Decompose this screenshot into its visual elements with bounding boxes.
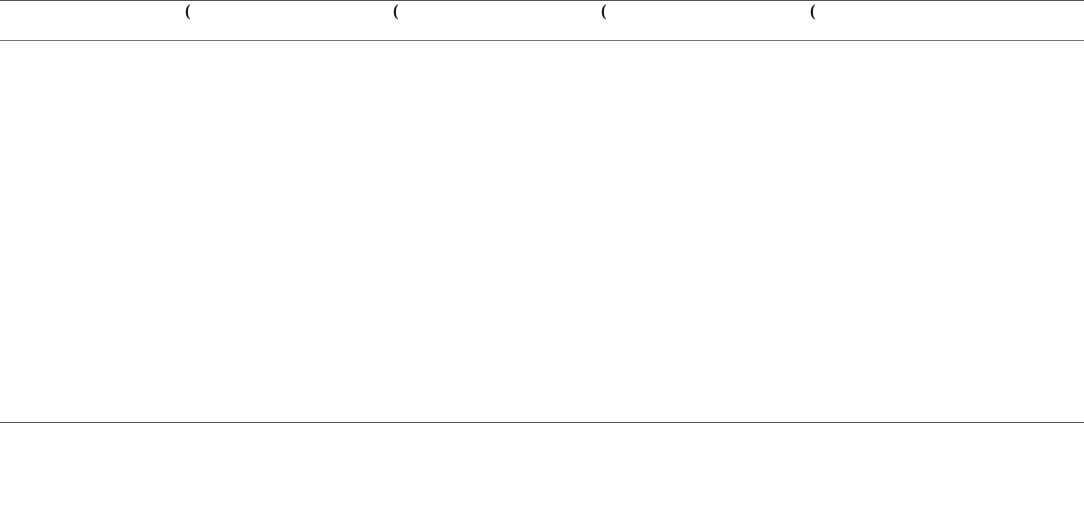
header-group-c: ( (601, 1, 607, 20)
header-rule (0, 40, 1084, 41)
table-header (0, 0, 1084, 40)
header-group-b: ( (393, 1, 399, 20)
header-group-d: ( (810, 1, 816, 20)
table-bottom-rule (0, 422, 1084, 423)
header-group-a: ( (185, 1, 191, 20)
